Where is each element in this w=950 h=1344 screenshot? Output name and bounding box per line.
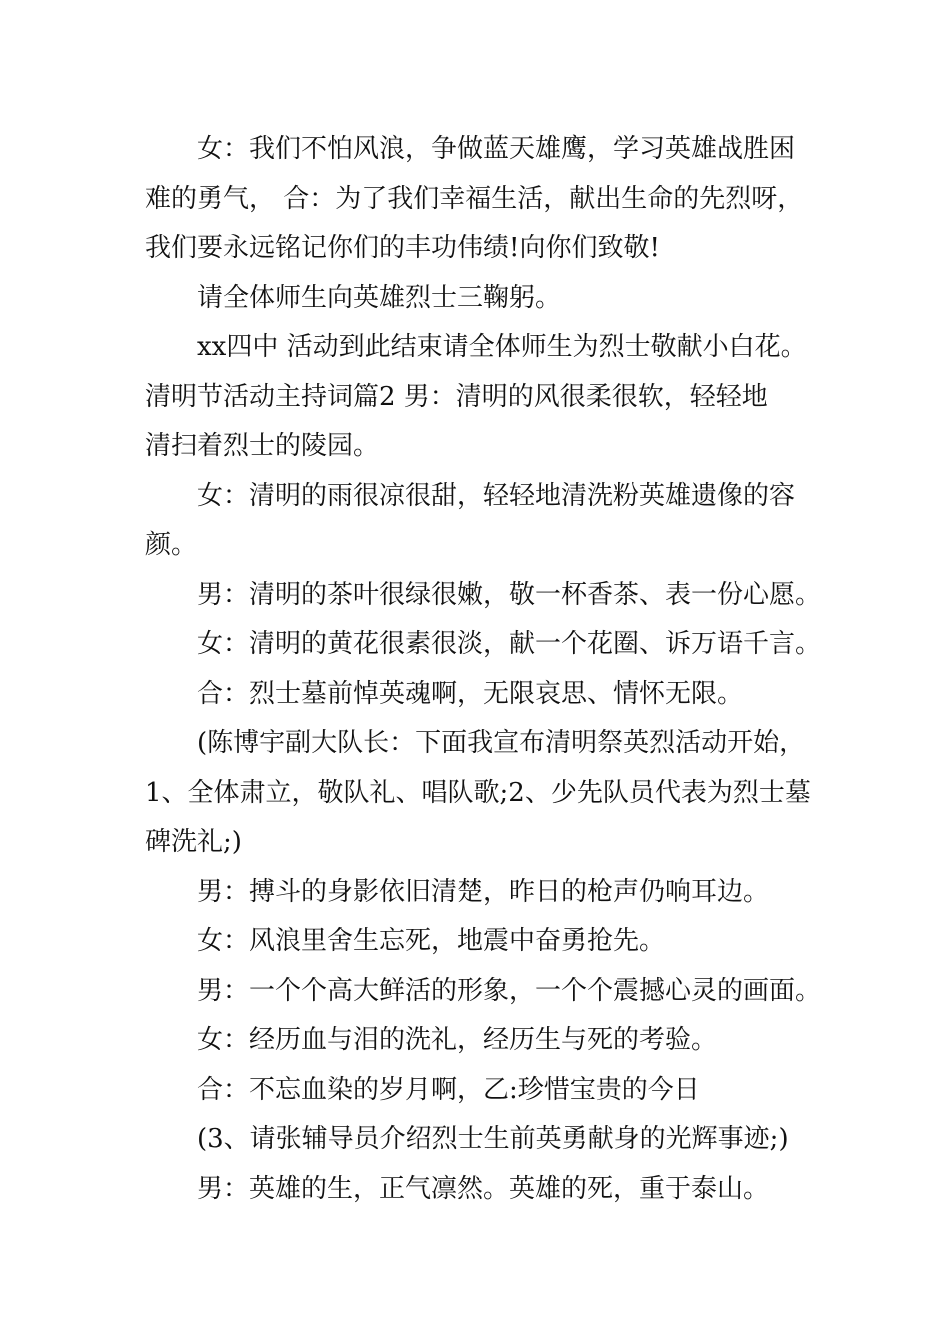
paragraph-line: 男：一个个高大鲜活的形象，一个个震撼心灵的画面。 bbox=[197, 975, 822, 1006]
paragraph-line: 颜。 bbox=[145, 530, 198, 560]
paragraph-line: 碑洗礼;) bbox=[145, 827, 242, 857]
paragraph-line: 1、全体肃立，敬队礼、唱队歌;2、少先队员代表为烈士墓 bbox=[145, 777, 811, 808]
paragraph-line: 请全体师生向英雄烈士三鞠躬。 bbox=[197, 282, 562, 313]
paragraph-line: xx四中 活动到此结束请全体师生为烈士敬献小白花。 bbox=[197, 332, 807, 362]
paragraph-line: 合：烈士墓前悼英魂啊，无限哀思、情怀无限。 bbox=[197, 678, 744, 709]
paragraph-line: 女：清明的雨很凉很甜，轻轻地清洗粉英雄遗像的容 bbox=[197, 480, 796, 511]
paragraph-line: 清明节活动主持词篇2 男：清明的风很柔很软，轻轻地 bbox=[145, 381, 768, 412]
paragraph-line: 女：清明的黄花很素很淡，献一个花圈、诉万语千言。 bbox=[197, 629, 822, 659]
paragraph-line: 女：风浪里舍生忘死，地震中奋勇抢先。 bbox=[197, 926, 666, 956]
paragraph-line: 男：清明的茶叶很绿很嫩，敬一杯香茶、表一份心愿。 bbox=[197, 579, 822, 610]
paragraph-line: 女：我们不怕风浪，争做蓝天雄鹰，学习英雄战胜困 bbox=[197, 134, 796, 164]
paragraph-line: 我们要永远铭记你们的丰功伟绩!向你们致敬! bbox=[145, 233, 660, 263]
paragraph-line: 男：英雄的生，正气凛然。英雄的死，重于泰山。 bbox=[197, 1173, 770, 1204]
document-body bbox=[145, 125, 822, 1214]
paragraph-line: 难的勇气， 合：为了我们幸福生活，献出生命的先烈呀， bbox=[145, 183, 804, 214]
paragraph-line: (陈博宇副大队长：下面我宣布清明祭英烈活动开始， bbox=[197, 728, 806, 758]
paragraph-line: 男：搏斗的身影依旧清楚，昨日的枪声仍响耳边。 bbox=[197, 876, 770, 907]
paragraph-line: 女：经历血与泪的洗礼，经历生与死的考验。 bbox=[197, 1025, 718, 1055]
paragraph-line: (3、请张辅导员介绍烈士生前英勇献身的光辉事迹;) bbox=[197, 1124, 789, 1154]
paragraph-line: 合：不忘血染的岁月啊，乙:珍惜宝贵的今日 bbox=[197, 1074, 700, 1105]
paragraph-line: 清扫着烈士的陵园。 bbox=[145, 431, 380, 461]
